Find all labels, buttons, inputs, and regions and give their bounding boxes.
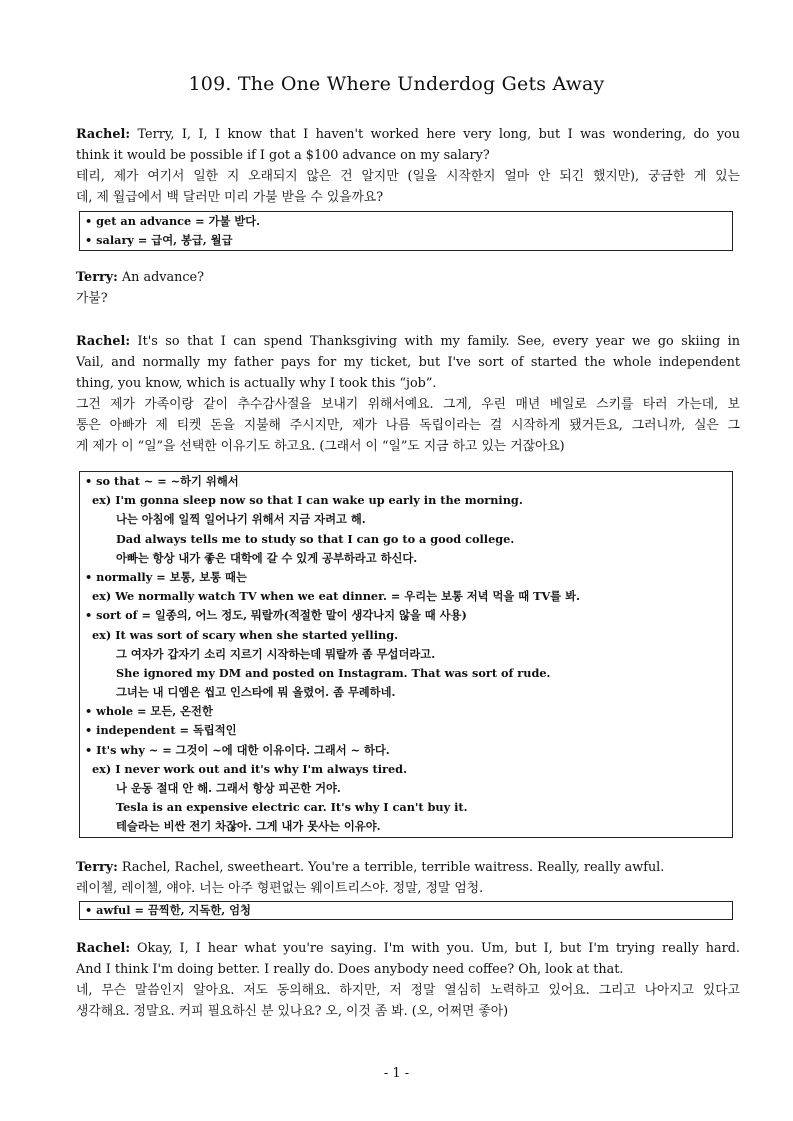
korean-line: 레이첼, 레이첼, 얘야. 너는 아주 형편없는 웨이트리스야. 정말, 정말 엄청. xyxy=(76,881,484,896)
example-sentence: ex) I'm gonna sleep now so that I can wake up early in the morning. xyxy=(92,493,523,508)
vocab-item: • awful = 끔찍한, 지독한, 엄청 xyxy=(85,903,251,917)
example-sentence: ex) We normally watch TV when we eat dinner. = 우리는 보통 저녁 먹을 때 TV를 봐. xyxy=(92,589,580,604)
korean-line: 게 제가 이 “일”을 선택한 이유기도 하고요. (그래서 이 “일”도 지금 하고 있는 거잖아요) xyxy=(76,439,565,454)
example-translation: 테슬라는 비싼 전기 차잖아. 그게 내가 못사는 이유야. xyxy=(116,819,381,834)
vocab-box-3 xyxy=(79,901,733,920)
english-line: Terry: An advance? xyxy=(76,270,204,285)
vocab-item: • sort of = 일종의, 어느 정도, 뭐랄까(적절한 말이 생각나지 않을 때 사용) xyxy=(85,608,467,623)
english-line: Rachel: Okay, I, I hear what you're saying. I'm with you. Um, but I, but I'm trying really hard. xyxy=(76,941,740,956)
example-translation: 그 여자가 갑자기 소리 지르기 시작하는데 뭐랄까 좀 무섭더라고. xyxy=(116,646,436,661)
speaker-label: Rachel: xyxy=(76,941,131,956)
example-sentence: ex) It was sort of scary when she started yelling. xyxy=(92,627,399,642)
english-line: Rachel: Terry, I, I, I know that I haven't worked here very long, but I was wondering, do you xyxy=(76,127,740,142)
example-translation: 그녀는 내 디엠은 씹고 인스타에 뭐 올렸어. 좀 무례하네. xyxy=(116,685,396,700)
dialogue-rachel-3 xyxy=(76,938,740,1022)
english-line: And I think I'm doing better. I really do. Does anybody need coffee? Oh, look at that. xyxy=(76,962,624,977)
dialogue-terry-1 xyxy=(76,267,740,309)
korean-line: 그건 제가 가족이랑 같이 추수감사절을 보내기 위해서예요. 그게, 우린 매년 베일로 스키를 타러 가는데, 보 xyxy=(76,397,740,412)
vocab-item: • It's why ~ = 그것이 ~에 대한 이유이다. 그래서 ~ 하다. xyxy=(85,742,390,757)
example-sentence: Tesla is an expensive electric car. It's why I can't buy it. xyxy=(116,800,468,815)
vocab-item: • independent = 독립적인 xyxy=(85,723,237,738)
dialogue-rachel-2 xyxy=(76,331,740,457)
vocab-box-1 xyxy=(79,211,733,251)
korean-line: 통은 아빠가 제 티켓 돈을 지불해 주시지만, 제가 나름 독립이라는 걸 시작하게 됐거든요, 그러니까, 실은 그 xyxy=(76,418,740,433)
speaker-label: Terry: xyxy=(76,270,118,285)
vocab-box-2 xyxy=(79,471,733,838)
vocab-item: • normally = 보통, 보통 때는 xyxy=(85,569,247,584)
korean-line: 생각해요. 정말요. 커피 필요하신 분 있나요? 오, 이것 좀 봐. (오, 어쩌면 좋아) xyxy=(76,1004,509,1019)
english-line: think it would be possible if I got a $100 advance on my salary? xyxy=(76,148,490,163)
english-line: thing, you know, which is actually why I took this “job”. xyxy=(76,376,437,391)
speaker-label: Rachel: xyxy=(76,127,131,142)
vocab-item: • so that ~ = ~하기 위해서 xyxy=(85,474,239,488)
speaker-label: Terry: xyxy=(76,860,118,875)
korean-line: 가불? xyxy=(76,291,108,306)
english-line: Vail, and normally my father pays for my ticket, but I've sort of started the whole independent xyxy=(76,355,740,370)
document-title: 109. The One Where Underdog Gets Away xyxy=(188,73,605,95)
vocab-item: • whole = 모든, 온전한 xyxy=(85,704,213,719)
example-translation: 아빠는 항상 내가 좋은 대학에 갈 수 있게 공부하라고 하신다. xyxy=(116,550,418,565)
vocab-item: • get an advance = 가불 받다. xyxy=(85,214,261,228)
speaker-label: Rachel: xyxy=(76,334,131,349)
page-number: - 1 - xyxy=(383,1066,410,1081)
korean-line: 테리, 제가 여기서 일한 지 오래되지 않은 건 알지만 (일을 시작한지 얼마 안 되긴 했지만), 궁금한 게 있는 xyxy=(76,169,740,184)
english-line: Rachel: It's so that I can spend Thanksgiving with my family. See, every year we go skiing in xyxy=(76,334,740,349)
example-sentence: Dad always tells me to study so that I can go to a good college. xyxy=(116,531,515,546)
dialogue-rachel-1 xyxy=(76,124,740,208)
vocab-item: • salary = 급여, 봉급, 월급 xyxy=(85,233,233,248)
example-translation: 나 운동 절대 안 해. 그래서 항상 피곤한 거야. xyxy=(116,781,341,795)
example-sentence: ex) I never work out and it's why I'm always tired. xyxy=(92,761,408,776)
korean-line: 데, 제 월급에서 백 달러만 미리 가불 받을 수 있을까요? xyxy=(76,190,384,205)
example-sentence: She ignored my DM and posted on Instagram. That was sort of rude. xyxy=(116,665,551,680)
english-line: Terry: Rachel, Rachel, sweetheart. You're a terrible, terrible waitress. Really, really awful. xyxy=(76,860,665,875)
example-translation: 나는 아침에 일찍 일어나기 위해서 지금 자려고 해. xyxy=(116,512,366,527)
korean-line: 네, 무슨 말씀인지 알아요. 저도 동의해요. 하지만, 저 정말 열심히 노력하고 있어요. 그리고 나아지고 있다고 xyxy=(76,983,740,998)
dialogue-terry-2 xyxy=(76,857,740,899)
